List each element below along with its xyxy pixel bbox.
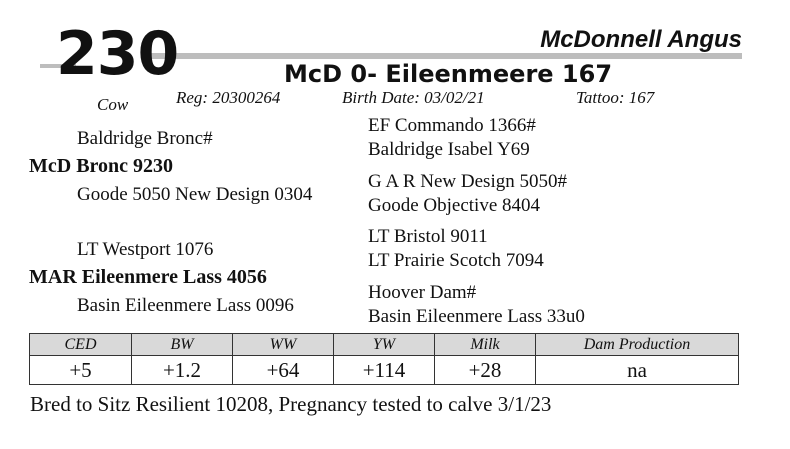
header-rule [150, 53, 742, 59]
sire-dam-sire: G A R New Design 5050# [368, 171, 567, 192]
epd-header-ww: WW [233, 334, 334, 356]
epd-header-ced: CED [30, 334, 132, 356]
breeding-note: Bred to Sitz Resilient 10208, Pregnancy tested to calve 3/1/23 [30, 392, 552, 416]
epd-value-ced: +5 [30, 356, 132, 385]
dam: MAR Eileenmere Lass 4056 [29, 266, 267, 288]
epd-value-yw: +114 [334, 356, 435, 385]
epd-value-dam-production: na [536, 356, 739, 385]
dam-sire-sire: LT Bristol 9011 [368, 226, 488, 247]
epd-value-bw: +1.2 [132, 356, 233, 385]
epd-header-row [30, 334, 739, 356]
dam-sire-dam: LT Prairie Scotch 7094 [368, 250, 544, 271]
registration-number: Reg: 20300264 [176, 88, 281, 107]
dam-sire: LT Westport 1076 [77, 239, 214, 260]
epd-header-yw: YW [334, 334, 435, 356]
epd-header-dam-production: Dam Production [536, 334, 739, 356]
sire: McD Bronc 9230 [29, 155, 174, 177]
epd-value-row [30, 356, 739, 385]
epd-value-ww: +64 [233, 356, 334, 385]
sire-dam-dam: Goode Objective 8404 [368, 195, 541, 216]
epd-table [29, 333, 739, 385]
epd-header-milk: Milk [435, 334, 536, 356]
sire-sire-sire: EF Commando 1366# [368, 115, 536, 136]
tattoo: Tattoo: 167 [576, 88, 655, 107]
dam-dam-sire: Hoover Dam# [368, 282, 477, 303]
birth-date: Birth Date: 03/02/21 [342, 88, 485, 107]
epd-value-milk: +28 [435, 356, 536, 385]
farm-name: McDonnell Angus [540, 26, 742, 53]
animal-name: McD 0- Eileenmeere 167 [284, 60, 613, 88]
epd-header-bw: BW [132, 334, 233, 356]
sex-label: Cow [97, 95, 129, 114]
sire-dam: Goode 5050 New Design 0304 [77, 184, 313, 205]
sire-sire: Baldridge Bronc# [77, 128, 213, 149]
sire-sire-dam: Baldridge Isabel Y69 [368, 139, 530, 160]
dam-dam: Basin Eileenmere Lass 0096 [77, 295, 294, 316]
lot-number: 230 [56, 19, 179, 89]
dam-dam-dam: Basin Eileenmere Lass 33u0 [368, 306, 585, 327]
